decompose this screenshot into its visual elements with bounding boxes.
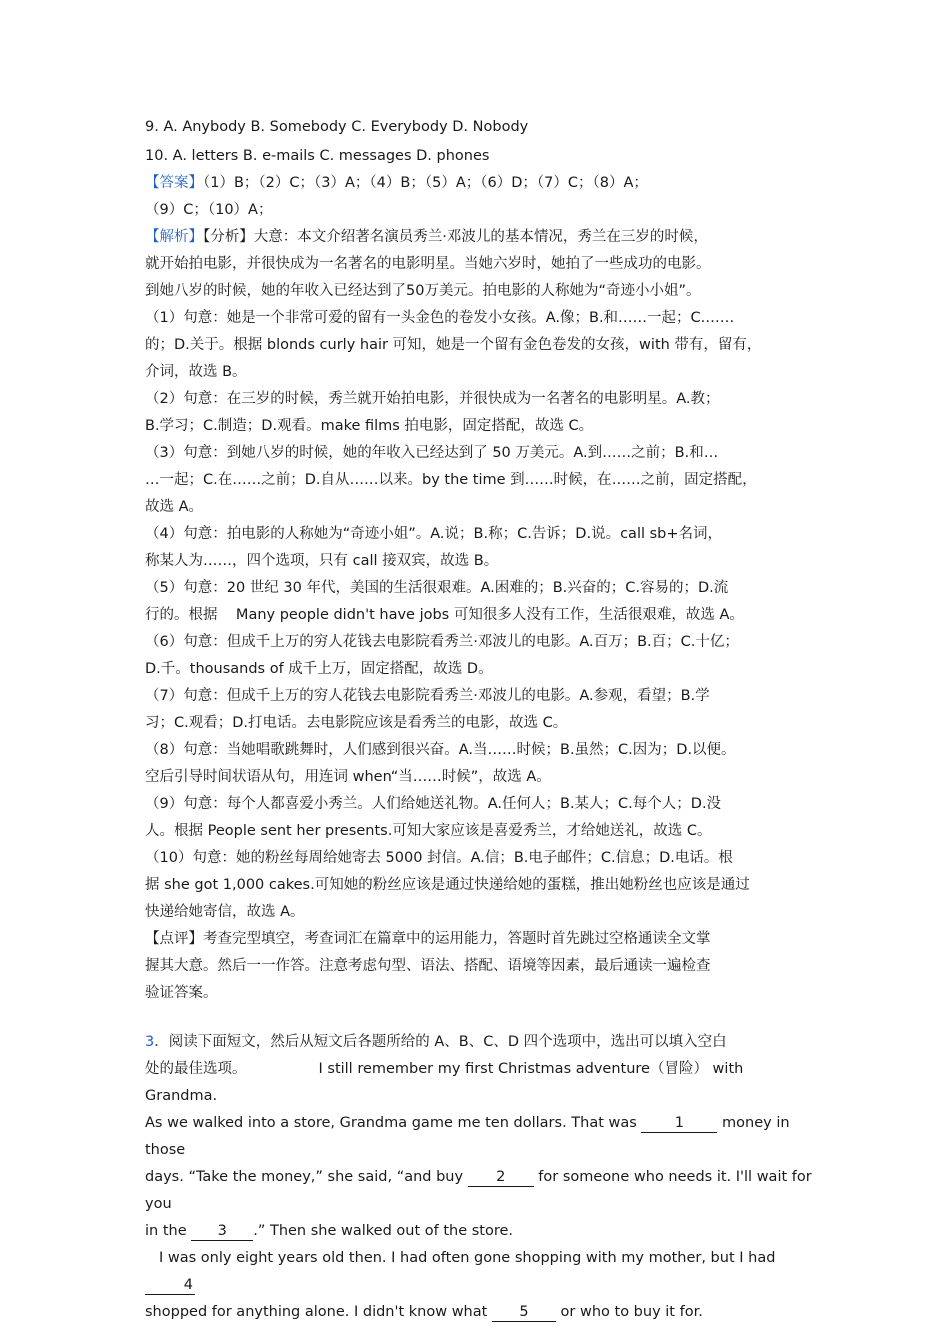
passage-line-5 bbox=[145, 1245, 815, 1299]
passage-text: shopped for anything alone. I didn't know what bbox=[145, 1304, 492, 1320]
analysis-line: 据 she got 1,000 cakes.可知她的粉丝应该是通过快递给她的蛋糕，推出她粉丝也应该是通过 bbox=[145, 877, 750, 893]
analysis-line: 人。根据 People sent her presents.可知大家应该是喜爱秀兰，才给她送礼，故选 C。 bbox=[145, 823, 712, 839]
passage-text: in the bbox=[145, 1223, 192, 1239]
comment-line-3: 验证答案。 bbox=[145, 985, 218, 1001]
analysis-line: …一起；C.在……之前；D.自从……以来。by the time 到……时候，在……之前，固定搭配， bbox=[145, 472, 757, 488]
analysis-tag: 【解析】 bbox=[145, 229, 203, 245]
passage-text: .” Then she walked out of the store. bbox=[253, 1223, 514, 1239]
passage-line-2 bbox=[145, 1110, 815, 1164]
comment-line-2: 握其大意。然后一一作答。注意考虑句型、语法、搭配、语境等因素，最后通读一遍检查 bbox=[145, 958, 711, 974]
passage-line-6 bbox=[145, 1299, 815, 1326]
passage-text: I was only eight years old then. I had often gone shopping with my mother, but I had bbox=[159, 1250, 776, 1266]
analysis-item-9 bbox=[145, 791, 815, 845]
analysis-item-2 bbox=[145, 386, 815, 440]
analysis-line: （2）句意：在三岁的时候，秀兰就开始拍电影，并很快成为一名著名的电影明星。A.教； bbox=[145, 391, 720, 407]
options-q10: 10. A. letters B. e-mails C. messages D. phones bbox=[145, 148, 490, 164]
analysis-line: （4）句意：拍电影的人称她为“奇迹小姐”。A.说；B.称；C.告诉；D.说。call sb+名词， bbox=[145, 526, 723, 542]
question-3-instruction-2 bbox=[145, 1056, 815, 1110]
document-content bbox=[145, 114, 815, 1326]
passage-line-4 bbox=[145, 1218, 815, 1245]
analysis-line: 称某人为……，四个选项，只有 call 接双宾，故选 B。 bbox=[145, 553, 499, 569]
blank-4: 4 bbox=[145, 1276, 195, 1295]
analysis-line: 快递给她寄信，故选 A。 bbox=[145, 904, 305, 920]
analysis-item-4 bbox=[145, 521, 815, 575]
analysis-line: （6）句意：但成千上万的穷人花钱去电影院看秀兰·邓波儿的电影。A.百万；B.百；C.十亿； bbox=[145, 634, 739, 650]
question-3-instruction-1 bbox=[145, 1029, 815, 1056]
blank-3: 3 bbox=[191, 1222, 253, 1241]
passage-text: As we walked into a store, Grandma game me ten dollars. That was bbox=[145, 1115, 642, 1131]
analysis-line: B.学习；C.制造；D.观看。make films 拍电影，固定搭配，故选 C。 bbox=[145, 418, 594, 434]
analysis-item-3 bbox=[145, 440, 815, 521]
analysis-intro-3: 到她八岁的时候，她的年收入已经达到了50万美元。拍电影的人称她为“奇迹小小姐”。 bbox=[145, 283, 701, 299]
question-3-instruction-text-2: 处的最佳选项。 bbox=[145, 1061, 247, 1077]
analysis-line: 介词，故选 B。 bbox=[145, 364, 247, 380]
analysis-item-1 bbox=[145, 305, 815, 386]
answer-text-1: （1）B；（2）C；（3）A；（4）B；（5）A；（6）D；（7）C；（8）A； bbox=[203, 175, 648, 191]
question-3-instruction-text: ．阅读下面短文，然后从短文后各题所给的 A、B、C、D 四个选项中，选出可以填入空白 bbox=[154, 1034, 727, 1050]
blank-1: 1 bbox=[641, 1114, 717, 1133]
analysis-line: 行的。根据 Many people didn't have jobs 可知很多人没有工作，生活很艰难，故选 A。 bbox=[145, 607, 744, 623]
analysis-item-10 bbox=[145, 845, 815, 926]
options-q9: 9. A. Anybody B. Somebody C. Everybody D. Nobody bbox=[145, 119, 529, 135]
analysis-line: （10）句意：她的粉丝每周给她寄去 5000 封信。A.信；B.电子邮件；C.信息；D.电话。根 bbox=[145, 850, 733, 866]
comment-line-1: 【点评】考查完型填空，考查词汇在篇章中的运用能力，答题时首先跳过空格通读全文掌 bbox=[145, 931, 711, 947]
analysis-line: 空后引导时间状语从句，用连词 when“当……时候”，故选 A。 bbox=[145, 769, 551, 785]
analysis-line: D.千。thousands of 成千上万，固定搭配，故选 D。 bbox=[145, 661, 493, 677]
answer-line-2: （9）C；（10）A； bbox=[145, 202, 273, 218]
passage-text: for someone who needs it. I'll wait for you bbox=[145, 1169, 812, 1212]
analysis-line: （7）句意：但成千上万的穷人花钱去电影院看秀兰·邓波儿的电影。A.参观，看望；B.学 bbox=[145, 688, 710, 704]
passage-text: days. “Take the money,” she said, “and buy bbox=[145, 1169, 468, 1185]
analysis-intro-1 bbox=[145, 224, 815, 251]
passage-line: I still remember my first Christmas adventure（冒险） with Grandma. bbox=[145, 1061, 744, 1104]
question-number: 3 bbox=[145, 1034, 155, 1050]
passage-line-3 bbox=[145, 1164, 815, 1218]
comment-block bbox=[145, 926, 815, 1007]
passage-text: or who to buy it for. bbox=[555, 1304, 703, 1320]
blank-5: 5 bbox=[492, 1303, 556, 1322]
analysis-line: （8）句意：当她唱歌跳舞时，人们感到很兴奋。A.当……时候；B.虽然；C.因为；D.以便。 bbox=[145, 742, 736, 758]
analysis-item-7 bbox=[145, 683, 815, 737]
answer-line-1 bbox=[145, 170, 815, 197]
analysis-line: 故选 A。 bbox=[145, 499, 204, 515]
analysis-line: （1）句意：她是一个非常可爱的留有一头金色的卷发小女孩。A.像；B.和……一起；C.…… bbox=[145, 310, 735, 326]
answer-tag: 【答案】 bbox=[145, 175, 203, 191]
analysis-item-6 bbox=[145, 629, 815, 683]
blank-2: 2 bbox=[468, 1168, 534, 1187]
passage-text: money in those bbox=[145, 1115, 790, 1158]
analysis-item-8 bbox=[145, 737, 815, 791]
analysis-item-5 bbox=[145, 575, 815, 629]
analysis-line: （3）句意：到她八岁的时候，她的年收入已经达到了 50 万美元。A.到……之前；B.和… bbox=[145, 445, 719, 461]
analysis-line: 习；C.观看；D.打电话。去电影院应该是看秀兰的电影，故选 C。 bbox=[145, 715, 568, 731]
analysis-line: （5）句意：20 世纪 30 年代，美国的生活很艰难。A.困难的；B.兴奋的；C.容易的；D.流 bbox=[145, 580, 729, 596]
analysis-line: 的；D.关于。根据 blonds curly hair 可知，她是一个留有金色卷发的女孩，with 带有，留有， bbox=[145, 337, 762, 353]
question-3 bbox=[145, 1029, 815, 1326]
analysis-intro-text-1: 【分析】大意：本文介绍著名演员秀兰·邓波儿的基本情况，秀兰在三岁的时候， bbox=[203, 229, 708, 245]
analysis-line: （9）句意：每个人都喜爱小秀兰。人们给她送礼物。A.任何人；B.某人；C.每个人；D.没 bbox=[145, 796, 722, 812]
analysis-intro-2: 就开始拍电影，并很快成为一名著名的电影明星。当她六岁时，她拍了一些成功的电影。 bbox=[145, 256, 711, 272]
